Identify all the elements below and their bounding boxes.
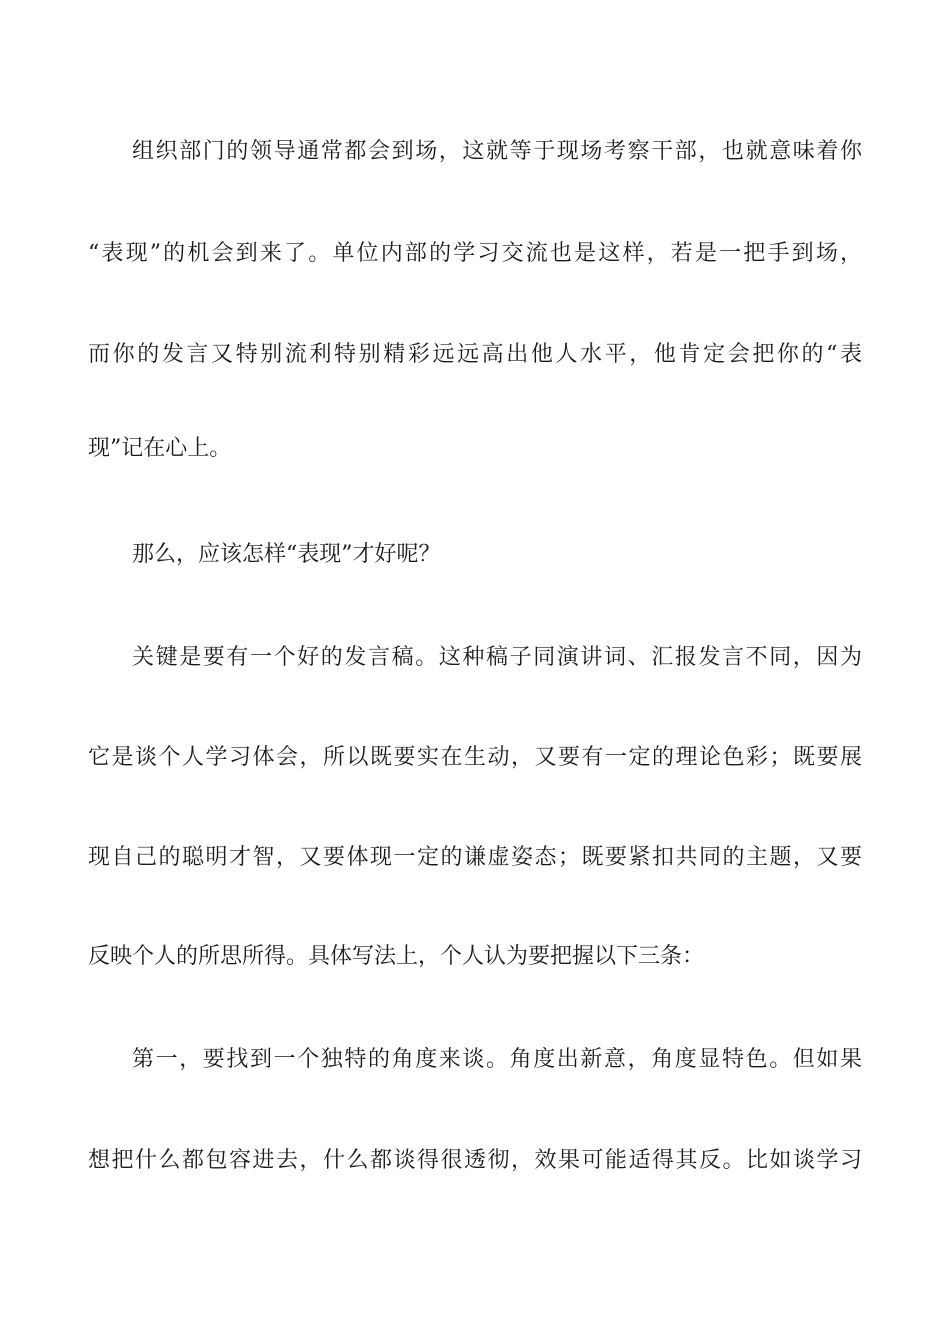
paragraph-3-line-4: 反映个人的所思所得。具体写法上，个人认为要把握以下三条： [88, 944, 705, 969]
paragraph-4-line-2: 想把什么都包容进去，什么都谈得很透彻，效果可能适得其反。比如谈学习 [88, 1148, 862, 1173]
paragraph-1-line-4: 现”记在心上。 [88, 436, 232, 461]
paragraph-4-line-1: 第一，要找到一个独特的角度来谈。角度出新意，角度显特色。但如果 [132, 1047, 862, 1072]
paragraph-1-line-1: 组织部门的领导通常都会到场，这就等于现场考察干部，也就意味着你 [132, 139, 862, 164]
paragraph-3-line-2: 它是谈个人学习体会，所以既要实在生动，又要有一定的理论色彩；既要展 [88, 745, 862, 770]
paragraph-3-line-1: 关键是要有一个好的发言稿。这种稿子同演讲词、汇报发言不同，因为 [132, 645, 862, 670]
paragraph-3-line-3: 现自己的聪明才智，又要体现一定的谦虚姿态；既要紧扣共同的主题，又要 [88, 845, 862, 870]
paragraph-1-line-3: 而你的发言又特别流利特别精彩远远高出他人水平，他肯定会把你的“表 [88, 342, 862, 367]
paragraph-1-line-2: “表现”的机会到来了。单位内部的学习交流也是这样，若是一把手到场， [88, 241, 862, 266]
paragraph-2-line-1: 那么，应该怎样“表现”才好呢？ [132, 542, 441, 567]
